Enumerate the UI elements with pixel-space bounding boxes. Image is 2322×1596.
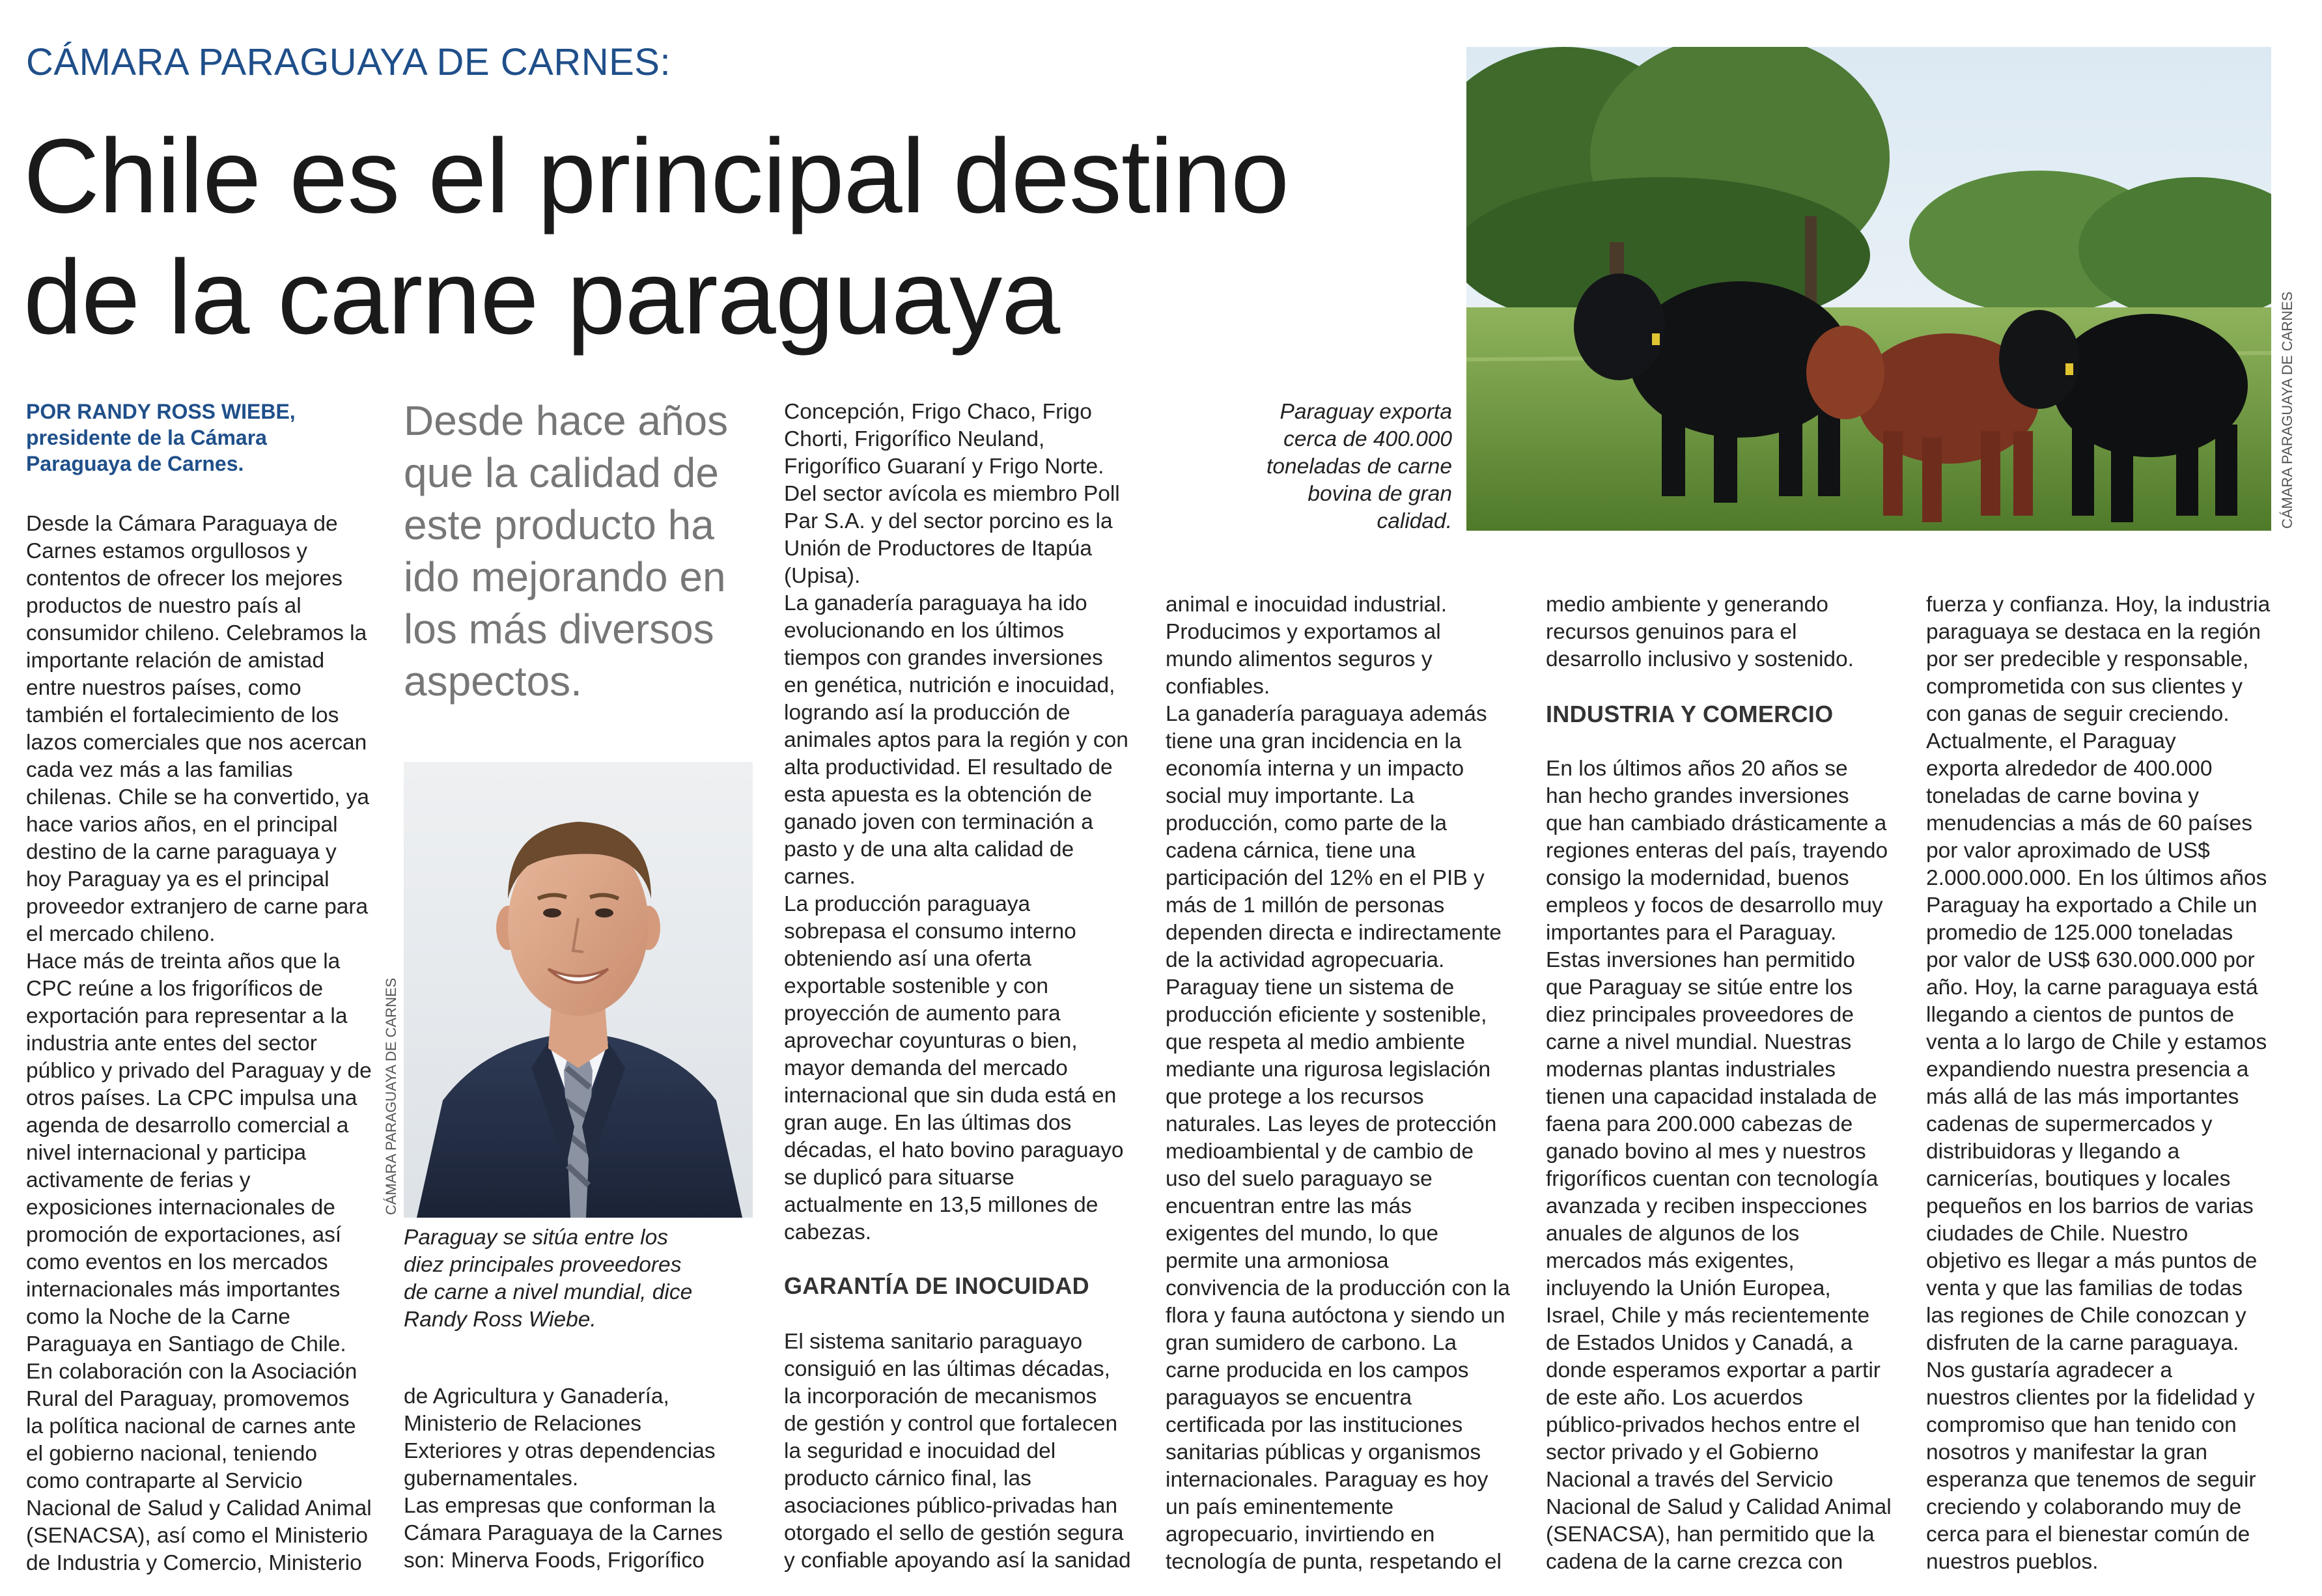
headline bbox=[23, 116, 1423, 358]
portrait-illustration bbox=[404, 762, 753, 1218]
portrait-credit: CÁMARA PARAGUAYA DE CARNES bbox=[383, 977, 399, 1215]
article-column-2: de Agricultura y Ganadería, Ministerio de Relaciones Exteriores y otras dependencias gubernamentales. Las empresas que conforman la Cámara Paraguaya de la Carnes son: Minerva Foods, Frigorífico bbox=[404, 1384, 723, 1573]
article-column-6: fuerza y confianza. Hoy, la industria paraguaya se destaca en la región por ser predecible y responsable, comprometida con sus clientes y con ganas de seguir creciendo. Actualmente, el Paraguay exporta alrededor de 400.000 toneladas de carne bovina y menudencias a más de 60 países por valor aproximado de US$ 2.000.000.000. En los últimos años Paraguay ha exportado a Chile un promedio de 125.000 toneladas por valor de US$ 630.000.000 por año. Hoy, la carne paraguaya está llegando a cientos de puntos de venta a lo largo de Chile y estamos expandiendo nuestra presencia a más allá de las más importantes cadenas de supermercados y distribuidoras y llegando a carnicerías, boutiques y locales pequeños en los barrios de varias ciudades de Chile. Nuestro objetivo es llegar a más puntos de venta y que las familias de todas las regiones de Chile conozcan y disfruten de la carne paraguaya. Nos gustaría agradecer a nuestros clientes por la fidelidad y compromiso que han tenido con nosotros y manifestar la gran esperanza que tenemos de seguir creciendo y colaborando muy de cerca para el bienestar común de nuestros pueblos. bbox=[1926, 593, 2271, 1574]
article-column-5a: medio ambiente y generando recursos genuinos para el desarrollo inclusivo y sostenido. bbox=[1546, 593, 1854, 671]
photo-caption: Paraguay exporta cerca de 400.000 toneladas de carne bovina de gran calidad. bbox=[1266, 400, 1452, 533]
subhead-garantia: GARANTÍA DE INOCUIDAD bbox=[784, 1272, 1089, 1299]
portrait-photo bbox=[404, 762, 753, 1218]
article-column-3b: El sistema sanitario paraguayo consiguió en las últimas décadas, la incorporación de mecanismos de gestión y control que fortalecen la seguridad e inocuidad del producto cárnico final, las asociaciones público-privadas han otorgado el sello de gestión segura y confiable apoyando así la sanidad bbox=[784, 1330, 1131, 1573]
portrait-caption: Paraguay se sitúa entre los diez principales proveedores de carne a nivel mundial, dice Randy Ross Wiebe. bbox=[404, 1225, 693, 1332]
article-column-4: animal e inocuidad industrial. Producimos y exportamos al mundo alimentos seguros y confiables. La ganadería paraguaya además tiene una gran incidencia en la economía interna y un impacto social muy importante. La producción, como parte de la cadena cárnica, tiene una participación del 12% en el PIB y más de 1 millón de personas dependen directa e indirectamente de la actividad agropecuaria. Paraguay tiene un sistema de producción eficiente y sostenible, que respeta al medio ambiente mediante una rigurosa legislación que protege a los recursos naturales. Las leyes de protección medioambiental y de cambio de uso del suelo paraguayo se encuentran entre las más exigentes del mundo, lo que permite una armoniosa convivencia de la producción con la flora y fauna autóctona y siendo un gran sumidero de carbono. La carne producida en los campos paraguayos se encuentra certificada por las instituciones sanitarias públicas y organismos internacionales. Paraguay es hoy un país eminentemente agropecuario, invirtiendo en tecnología de punta, respetando el bbox=[1166, 593, 1510, 1574]
cattle-photo bbox=[1466, 47, 2271, 531]
pull-quote: Desde hace años que la calidad de este producto ha ido mejorando en los más diversos aspectos. bbox=[404, 397, 729, 705]
subhead-industria: INDUSTRIA Y COMERCIO bbox=[1546, 701, 1834, 727]
article-column-3a: Concepción, Frigo Chaco, Frigo Chorti, Frigorífico Neuland, Frigorífico Guaraní y Frigo Norte. Del sector avícola es miembro Poll Par S.A. y del sector porcino es la Unión de Productores de Itapúa (Upisa). La ganadería paraguaya ha ido evolucionando en los últimos tiempos con grandes inversiones en genética, nutrición e inocuidad, logrando así la producción de animales aptos para la región y con alta productividad. El resultado de esta apuesta es la obtención de ganado joven con terminación a pasto y de una alta calidad de carnes. La producción paraguaya sobrepasa el consumo interno obteniendo así una oferta exportable sostenible y con proyección de aumento para aprovechar coyunturas o bien, mayor demanda del mercado internacional que sin duda está en gran auge. En las últimas dos décadas, el hato bovino paraguayo se duplicó para situarse actualmente en 13,5 millones de cabezas. bbox=[784, 400, 1128, 1244]
byline: POR RANDY ROSS WIEBE, presidente de la Cámara Paraguaya de Carnes. bbox=[26, 400, 296, 475]
cattle-illustration bbox=[1466, 47, 2271, 531]
headline-line-1: Chile es el principal destino bbox=[23, 117, 1289, 235]
article-column-5b: En los últimos años 20 años se han hecho grandes inversiones que han cambiado drásticamente a regiones enteras del país, trayendo consigo la modernidad, buenos empleos y focos de desarrollo muy importantes para el Paraguay. Estas inversiones han permitido que Paraguay se sitúe entre los diez principales proveedores de carne a nivel mundial. Nuestras modernas plantas industriales tienen una capacidad instalada de faena para 200.000 cabezas de ganado bovino al mes y nuestros frigoríficos cuentan con tecnología avanzada y reciben inspecciones anuales de algunos de los mercados más exigentes, incluyendo la Unión Europea, Israel, Chile y más recientemente de Estados Unidos y Canadá, a donde esperamos exportar a partir de este año. Los acuerdos público-privados hechos entre el sector privado y el Gobierno Nacional a través del Servicio Nacional de Salud y Calidad Animal (SENACSA), han permitido que la cadena de la carne crezca con bbox=[1546, 757, 1892, 1574]
section-kicker: CÁMARA PARAGUAYA DE CARNES: bbox=[26, 41, 671, 83]
article-column-1: Desde la Cámara Paraguaya de Carnes estamos orgullosos y contentos de ofrecer los mejores productos de nuestro país al consumidor chileno. Celebramos la importante relación de amistad entre nuestros países, como también el fortalecimiento de los lazos comerciales que nos acercan cada vez más a las familias chilenas. Chile se ha convertido, ya hace varios años, en el principal destino de la carne paraguaya y hoy Paraguay ya es el principal proveedor extranjero de carne para el mercado chileno. Hace más de treinta años que la CPC reúne a los frigoríficos de exportación para representar a la industria ante entes del sector público y privado del Paraguay y de otros países. La CPC impulsa una agenda de desarrollo comercial a nivel internacional y participa activamente de ferias y exposiciones internacionales de promoción de exportaciones, así como eventos en los mercados internacionales más importantes como la Noche de la Carne Paraguaya en Santiago de Chile. En colaboración con la Asociación Rural del Paraguay, promovemos la política nacional de carnes ante el gobierno nacional, teniendo como contraparte al Servicio Nacional de Salud y Calidad Animal (SENACSA), así como el Ministerio de Industria y Comercio, Ministerio bbox=[26, 512, 372, 1575]
photo-credit: CÁMARA PARAGUAYA DE CARNES bbox=[2279, 291, 2295, 529]
headline-line-2: de la carne paraguaya bbox=[23, 238, 1060, 356]
